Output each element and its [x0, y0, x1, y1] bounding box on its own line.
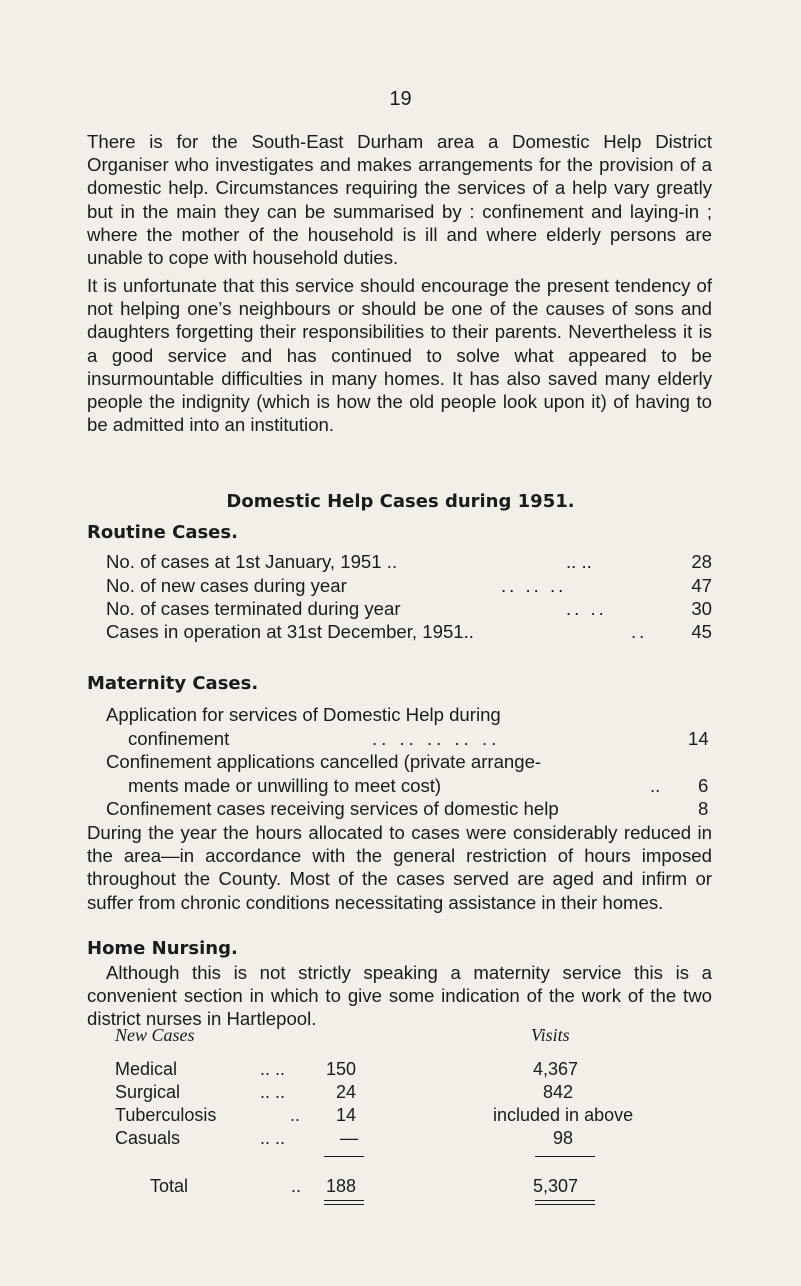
total-cases: 188 [326, 1176, 357, 1196]
paragraph-hours: During the year the hours allocated to cases were considerably reduced in the area—in accordance with the general restriction of hours imposed throughout the County. Most of the cases served are aged and infirm or suffer from chronic conditions necessitating assistance in their homes. [87, 822, 712, 913]
total-double-rule [324, 1200, 364, 1205]
row-value: 30 [691, 598, 712, 619]
leader-dots: .. [650, 775, 661, 796]
row-value: 28 [691, 551, 712, 572]
row-label: Cases in operation at 31st December, 1951.. [106, 621, 474, 642]
total-double-rule [535, 1200, 595, 1205]
total-visits: 5,307 [533, 1176, 579, 1196]
table-cell-cases: 24 [336, 1082, 357, 1102]
row-value: 45 [691, 621, 712, 642]
table-row-label: Surgical [115, 1082, 181, 1102]
leader-dots: .. .. [260, 1128, 286, 1148]
leader-dots: .. .. [566, 551, 592, 572]
sum-rule [535, 1156, 595, 1157]
maternity-value: 14 [688, 728, 709, 749]
paragraph-service: It is unfortunate that this service should encourage the present tendency of not helping one’s neighbours or should be one of the causes of sons and daughters forgetting their responsibilities to their parents. Nevertheless it is a good service and has continued to solve what appeared to be insurmountable difficulties in many homes. It has also saved many elderly people the indignity (which is how the old people look upon it) of having to be admitted into an institution. [87, 275, 712, 436]
leader-dots: .. [290, 1105, 301, 1125]
column-header-visits: Visits [531, 1025, 570, 1045]
sum-rule [324, 1156, 364, 1157]
row-label: No. of cases at 1st January, 1951 .. [106, 551, 398, 572]
leader-dots: .. .. .. [501, 575, 567, 596]
maternity-value: 8 [698, 798, 709, 819]
leader-dots: .. [291, 1176, 302, 1196]
table-cell-visits: included in above [493, 1105, 634, 1125]
table-cell-visits: 98 [553, 1128, 574, 1148]
paragraph-nursing: Although this is not strictly speaking a maternity service this is a convenient section in which to give some indication of the work of the two district nurses in Hartlepool. [87, 962, 712, 1030]
row-label: No. of new cases during year [106, 575, 347, 596]
table-row-label: Tuberculosis [115, 1105, 217, 1125]
leader-dots: .. .. [260, 1059, 286, 1079]
leader-dots: .. .. .. .. .. [372, 728, 501, 749]
table-row-label: Medical [115, 1059, 178, 1079]
page-number: 19 [389, 88, 412, 110]
leader-dots: .. .. [566, 598, 607, 619]
table-cell-cases: 14 [336, 1105, 357, 1125]
leader-dots: .. [631, 621, 648, 642]
maternity-line: Confinement cases receiving services of domestic help [106, 798, 559, 819]
row-value: 47 [691, 575, 712, 596]
table-cell-visits: 842 [543, 1082, 574, 1102]
table-cell-visits: 4,367 [533, 1059, 579, 1079]
column-header-new-cases: New Cases [115, 1025, 195, 1045]
maternity-line: Confinement applications cancelled (private arrange- [106, 751, 542, 772]
heading-home-nursing: Home Nursing. [87, 938, 238, 959]
row-label: No. of cases terminated during year [106, 598, 401, 619]
paragraph-organiser: There is for the South-East Durham area a Domestic Help District Organiser who investigates and makes arrangements for the provision of a domestic help. Circumstances requiring the services of a help vary greatly but in the main they can be summarised by : confinement and laying-in ; where the mother of the household is ill and where elderly persons are unable to cope with household duties. [87, 131, 712, 269]
total-label: Total [150, 1176, 189, 1196]
maternity-line: ments made or unwilling to meet cost) [128, 775, 442, 796]
table-cell-cases: 150 [326, 1059, 357, 1079]
maternity-line: Application for services of Domestic Help during [106, 704, 501, 725]
heading-routine-cases: Routine Cases. [87, 522, 238, 543]
table-cell-cases: — [340, 1128, 358, 1148]
leader-dots: .. .. [260, 1082, 286, 1102]
section-title: Domestic Help Cases during 1951. [226, 491, 575, 512]
table-row-label: Casuals [115, 1128, 181, 1148]
maternity-line: confinement [128, 728, 230, 749]
maternity-value: 6 [698, 775, 709, 796]
heading-maternity-cases: Maternity Cases. [87, 673, 259, 694]
